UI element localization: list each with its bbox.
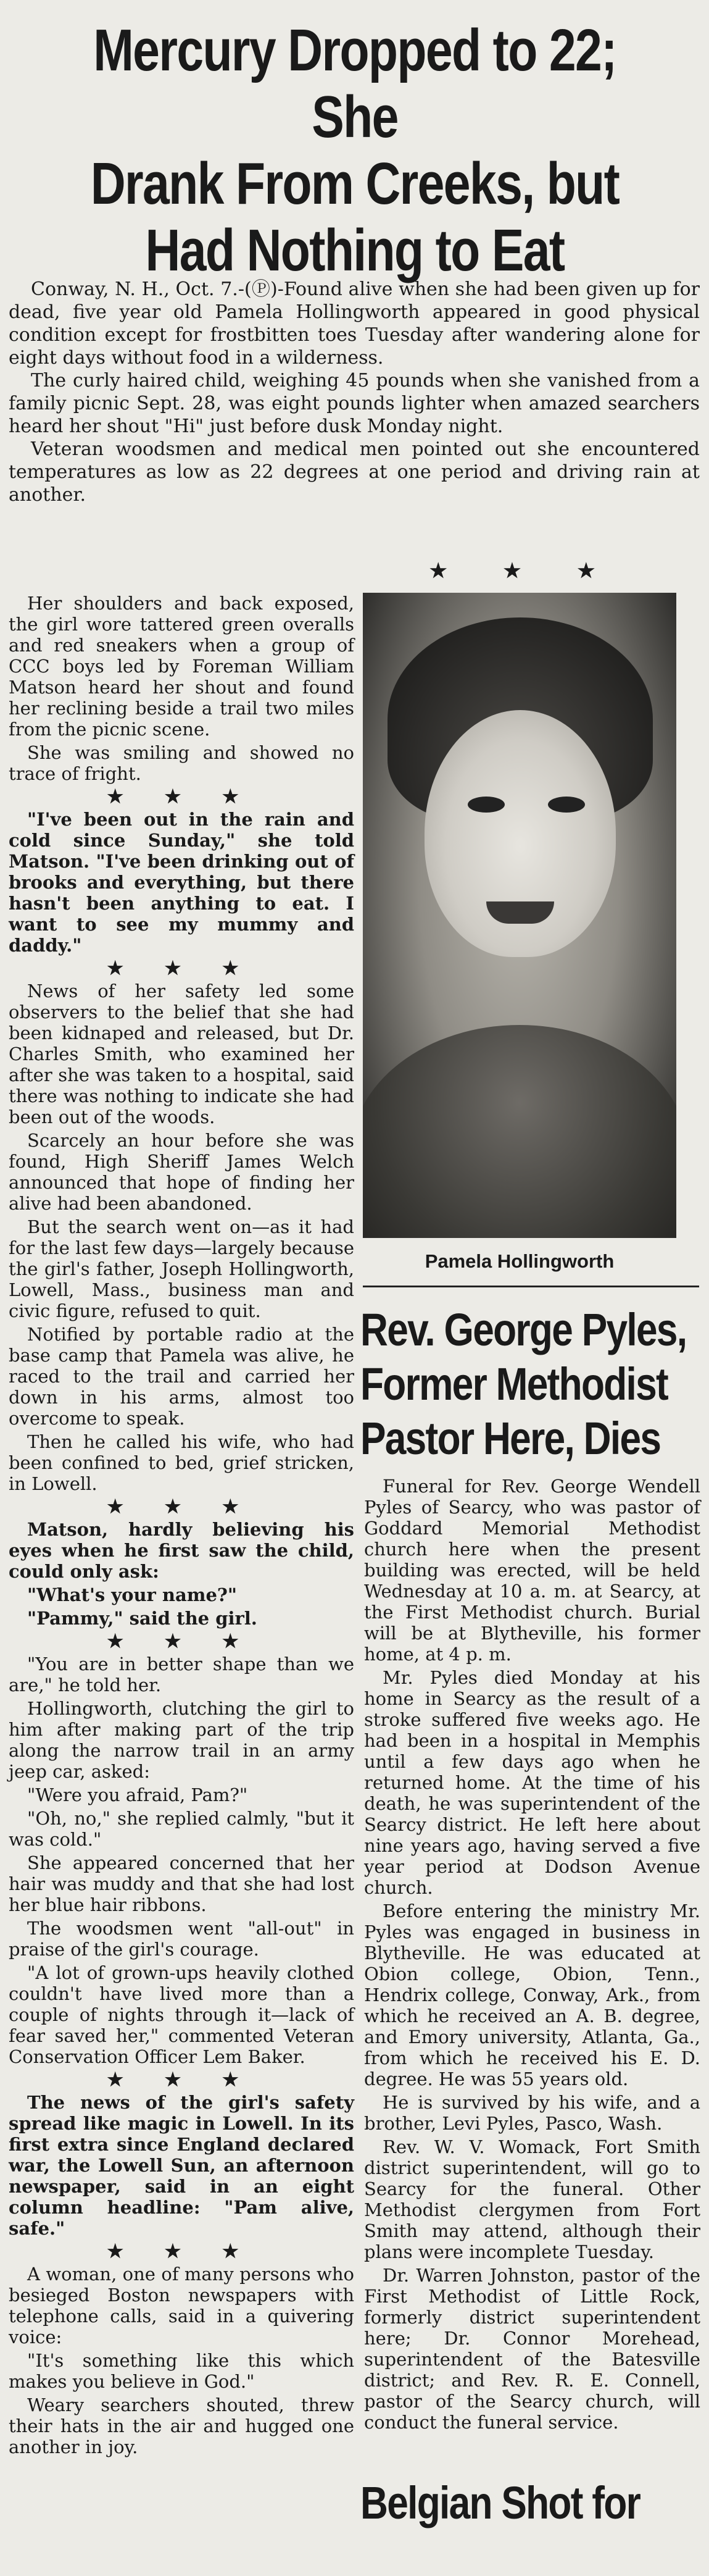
star-divider: ★ ★ ★: [107, 1496, 256, 1518]
paragraph: But the search went on—as it had for the last few days—largely because the girl's father, Joseph Hollingworth, Lowell, Mass., business man and civic figure, refused to quit.: [9, 1216, 354, 1321]
paragraph: Mr. Pyles died Monday at his home in Searcy as the result of a stroke suffered five weeks ago. He had been in a hospital in Memphis until a few days ago when he returned home. At the time of his death, he was superintendent of the Searcy district. He left here about nine years ago, having served a five year period at Dodson Avenue church.: [364, 1667, 700, 1898]
paragraph: "You are in better shape than we are," he told her.: [9, 1654, 354, 1696]
paragraph: The woodsmen went "all-out" in praise of the girl's courage.: [9, 1918, 354, 1960]
headline-line: Former Methodist: [360, 1358, 668, 1410]
paragraph: News of her safety led some observers to the belief that she had been kidnaped and released, but Dr. Charles Smith, who examined her after she was taken to a hospital, said there was nothing to indicate she had been out of the woods.: [9, 981, 354, 1127]
paragraph: "Pammy," said the girl.: [27, 1608, 257, 1629]
paragraph: Funeral for Rev. George Wendell Pyles of Searcy, who was pastor of Goddard Memorial Methodist church here when the present building was erected, will be held Wednesday at 10 a. m. at Searcy, at the First Methodist church. Burial will be at Blytheville, his former home, at 4 p. m.: [364, 1476, 700, 1665]
lead-paragraph: Veteran woodsmen and medical men pointed out she encountered temperatures as low as 22 degrees at one period and driving rain at another.: [9, 438, 700, 506]
paragraph: Dr. Warren Johnston, pastor of the First Methodist of Little Rock, formerly district superintendent here; Dr. Connor Morehead, superintendent of the Batesville district; and Rev. R. E. Connell, pastor of the Searcy church, will conduct the funeral service.: [364, 2265, 700, 2433]
paragraph: He is survived by his wife, and a brother, Levi Pyles, Pasco, Wash.: [364, 2092, 700, 2134]
lead-paragraphs: [9, 278, 700, 506]
paragraph: Hollingworth, clutching the girl to him after making part of the trip along the narrow trail in an army jeep car, asked:: [9, 1698, 354, 1782]
paragraph: A woman, one of many persons who besieged Boston newspapers with telephone calls, said in a quivering voice:: [9, 2264, 354, 2348]
star-divider: ★ ★ ★: [107, 2241, 256, 2262]
star-divider: ★ ★ ★: [107, 1631, 256, 1652]
paragraph: "What's your name?": [27, 1584, 238, 1605]
lead-paragraph: Conway, N. H., Oct. 7.-(Ⓟ)-Found alive when she had been given up for dead, five year old Pamela Hollingworth appeared in good physical condition except for frostbitten toes Tuesday after wandering alone for eight days without food in a wilderness.: [9, 278, 700, 369]
paragraph: Before entering the ministry Mr. Pyles was engaged in business in Blytheville. He was educated at Obion college, Obion, Tenn., Hendrix college, Conway, Ark., from which he received an A. B. degree, and Emory university, Atlanta, Ga., from which he received his E. D. degree. He was 55 years old.: [364, 1901, 700, 2089]
paragraph: Notified by portable radio at the base camp that Pamela was alive, he raced to the trail and carried her down in his arms, almost too overcome to speak.: [9, 1324, 354, 1429]
column-rule: [363, 1286, 699, 1287]
paragraph: Then he called his wife, who had been confined to bed, grief stricken, in Lowell.: [9, 1431, 354, 1494]
paragraph: "Were you afraid, Pam?": [27, 1784, 248, 1805]
obituary-headline: [360, 1303, 687, 1466]
paragraph: Rev. W. V. Womack, Fort Smith district superintendent, will go to Searcy for the funeral. Other Methodist clergymen from Fort Smith may attend, although their plans were incomplete Tuesday.: [364, 2136, 700, 2262]
portrait-photo: [363, 593, 676, 1238]
paragraph: Scarcely an hour before she was found, High Sheriff James Welch announced that hope of finding her alive had been abandoned.: [9, 1130, 354, 1214]
paragraph: "A lot of grown-ups heavily clothed couldn't have lived more than a couple of nights through it—lack of fear saved her," commented Veteran Conservation Officer Lem Baker.: [9, 1962, 354, 2067]
photo-caption: Pamela Hollingworth: [425, 1250, 615, 1272]
paragraph: She was smiling and showed no trace of fright.: [9, 742, 354, 784]
headline-line: Rev. George Pyles,: [360, 1304, 687, 1355]
paragraph: "It's something like this which makes you believe in God.": [9, 2350, 354, 2392]
headline-line: Drank From Creeks, but: [90, 151, 620, 217]
star-divider: ★ ★ ★: [429, 559, 620, 582]
headline-line: Mercury Dropped to 22; She: [93, 17, 616, 150]
lead-paragraph: The curly haired child, weighing 45 pounds when she vanished from a family picnic Sept. 28, was eight pounds lighter when amazed searchers heard her shout "Hi" just before dusk Monday night.: [9, 370, 700, 437]
star-divider: ★ ★ ★: [107, 786, 256, 808]
paragraph: "Oh, no," she replied calmly, "but it was cold.": [9, 1808, 354, 1850]
next-headline: Belgian Shot for: [360, 2477, 641, 2528]
paragraph: "I've been out in the rain and cold since Sunday," she told Matson. "I've been drinking out of brooks and everything, but there hasn't been anything to eat. I want to see my mummy and daddy.": [9, 809, 354, 956]
headline-line: Had Nothing to Eat: [145, 217, 565, 283]
paragraph: Weary searchers shouted, threw their hats in the air and hugged one another in joy.: [9, 2394, 354, 2457]
article-column-right: [364, 1476, 700, 2435]
article-column-left: [9, 593, 354, 2460]
star-divider: ★ ★ ★: [107, 2069, 256, 2091]
headline-line: Pastor Here, Dies: [360, 1413, 661, 1464]
paragraph: The news of the girl's safety spread like magic in Lowell. In its first extra since England declared war, the Lowell Sun, an afternoon newspaper, said in an eight column headline: "Pam alive, safe.": [9, 2092, 354, 2239]
star-divider: ★ ★ ★: [107, 958, 256, 979]
paragraph: She appeared concerned that her hair was muddy and that she had lost her blue hair ribbons.: [9, 1852, 354, 1915]
main-headline: [74, 17, 636, 284]
paragraph: Her shoulders and back exposed, the girl wore tattered green overalls and red sneakers when a group of CCC boys led by Foreman William Matson heard her shout and found her reclining beside a trail two miles from the picnic scene.: [9, 593, 354, 740]
paragraph: Matson, hardly believing his eyes when he first saw the child, could only ask:: [9, 1519, 354, 1582]
